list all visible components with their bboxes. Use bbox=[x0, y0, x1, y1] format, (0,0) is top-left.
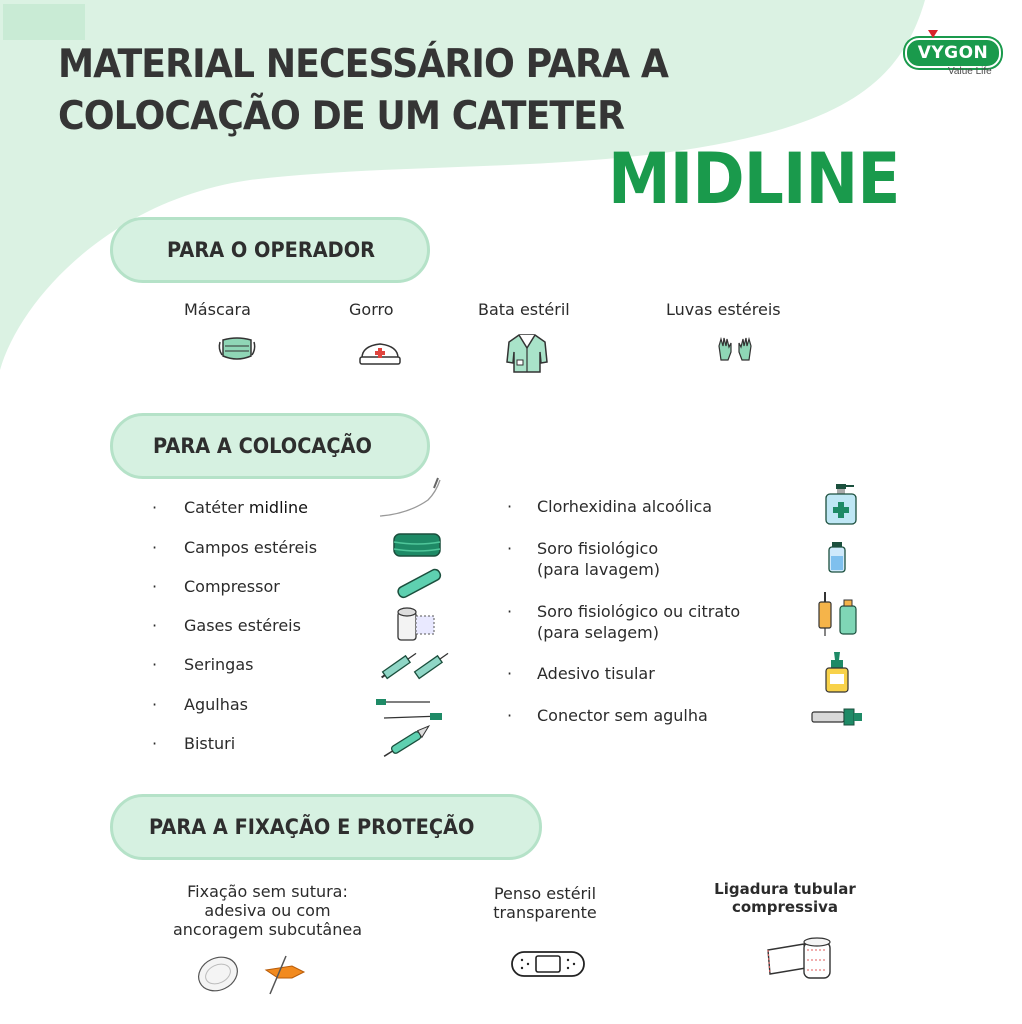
list-item-label: Seringas bbox=[184, 655, 254, 674]
bullet: · bbox=[507, 602, 513, 621]
logo-accent-icon bbox=[928, 30, 938, 38]
syringe-vial-icon bbox=[816, 590, 860, 638]
tubular-bandage-icon bbox=[764, 934, 836, 986]
operador-item-label: Luvas estéreis bbox=[666, 300, 781, 319]
syringes-icon bbox=[378, 644, 452, 684]
bullet: · bbox=[507, 664, 513, 683]
list-item-label: Campos estéreis bbox=[184, 538, 318, 557]
gloves-icon bbox=[716, 336, 754, 362]
fixacao-item-line: compressiva bbox=[731, 898, 839, 916]
securement-icon bbox=[196, 950, 312, 998]
list-item-label-2: (para lavagem) bbox=[537, 560, 661, 579]
brand-tagline: Value Life bbox=[948, 66, 992, 77]
tourniquet-icon bbox=[394, 566, 444, 600]
list-item-label-2: (para selagem) bbox=[537, 623, 659, 642]
section-heading-text: PARA A COLOCAÇÃO bbox=[153, 434, 372, 458]
operador-item-label: Bata estéril bbox=[478, 300, 570, 319]
list-item-label: Catéter bbox=[184, 498, 244, 517]
bullet: · bbox=[152, 734, 158, 753]
section-colocacao-heading bbox=[110, 413, 430, 479]
section-operador-heading bbox=[110, 217, 430, 283]
fixacao-item-line: Penso estéril bbox=[493, 884, 597, 903]
vygon-logo: VYGON bbox=[905, 38, 1001, 68]
bullet: · bbox=[152, 655, 158, 674]
bandage-icon bbox=[510, 948, 586, 980]
page-title-line-1: MATERIAL NECESSÁRIO PARA A bbox=[58, 42, 669, 87]
fixacao-item-line: Ligadura tubular bbox=[714, 880, 856, 898]
list-item-label: Soro fisiológico bbox=[537, 539, 659, 558]
fixacao-item-1 bbox=[145, 882, 390, 939]
list-item-label: Bisturi bbox=[184, 734, 236, 753]
fixacao-item-line: Fixação sem sutura: bbox=[187, 882, 348, 901]
scalpel-icon bbox=[378, 724, 436, 760]
list-item-label: Gases estéreis bbox=[184, 616, 301, 635]
connector-icon bbox=[810, 706, 864, 728]
bullet: · bbox=[152, 616, 158, 635]
bullet: · bbox=[152, 538, 158, 557]
list-item-label: Soro fisiológico ou citrato bbox=[537, 602, 741, 621]
fixacao-item-2 bbox=[455, 884, 635, 922]
page-title-highlight: MIDLINE bbox=[608, 138, 900, 220]
drapes-icon bbox=[392, 530, 444, 560]
section-fixacao-heading bbox=[110, 794, 542, 860]
fixacao-item-line: ancoragem subcutânea bbox=[172, 920, 363, 939]
gown-icon bbox=[505, 332, 549, 374]
list-item-label: Clorhexidina alcoólica bbox=[537, 497, 713, 516]
operador-item-label: Máscara bbox=[184, 300, 251, 319]
list-item-label: Adesivo tisular bbox=[537, 664, 655, 683]
section-heading-text: PARA A FIXAÇÃO E PROTEÇÃO bbox=[149, 815, 475, 839]
fixacao-item-line: transparente bbox=[493, 903, 597, 922]
list-item-label: Compressor bbox=[184, 577, 280, 596]
bullet: · bbox=[507, 497, 513, 516]
saline-vial-icon bbox=[826, 540, 848, 574]
glue-bottle-icon bbox=[822, 650, 852, 694]
bullet: · bbox=[152, 695, 158, 714]
list-item-label: Agulhas bbox=[184, 695, 248, 714]
page-title-line-2: COLOCAÇÃO DE UM CATETER bbox=[58, 94, 625, 139]
bullet: · bbox=[507, 706, 513, 725]
list-item-label-bold: midline bbox=[248, 498, 308, 517]
operador-item-label: Gorro bbox=[349, 300, 394, 319]
bullet: · bbox=[152, 498, 158, 517]
fixacao-item-line: adesiva ou com bbox=[204, 901, 331, 920]
list-item bbox=[184, 498, 308, 517]
bullet: · bbox=[152, 577, 158, 596]
sanitizer-icon bbox=[822, 482, 860, 526]
cap-icon bbox=[358, 340, 402, 366]
gauze-icon bbox=[396, 604, 438, 644]
needles-icon bbox=[372, 696, 446, 724]
fixacao-item-3 bbox=[690, 880, 880, 916]
bullet: · bbox=[507, 539, 513, 558]
list-item-label: Conector sem agulha bbox=[537, 706, 708, 725]
mask-icon bbox=[216, 336, 258, 362]
catheter-icon bbox=[378, 476, 444, 518]
section-heading-text: PARA O OPERADOR bbox=[167, 238, 375, 262]
